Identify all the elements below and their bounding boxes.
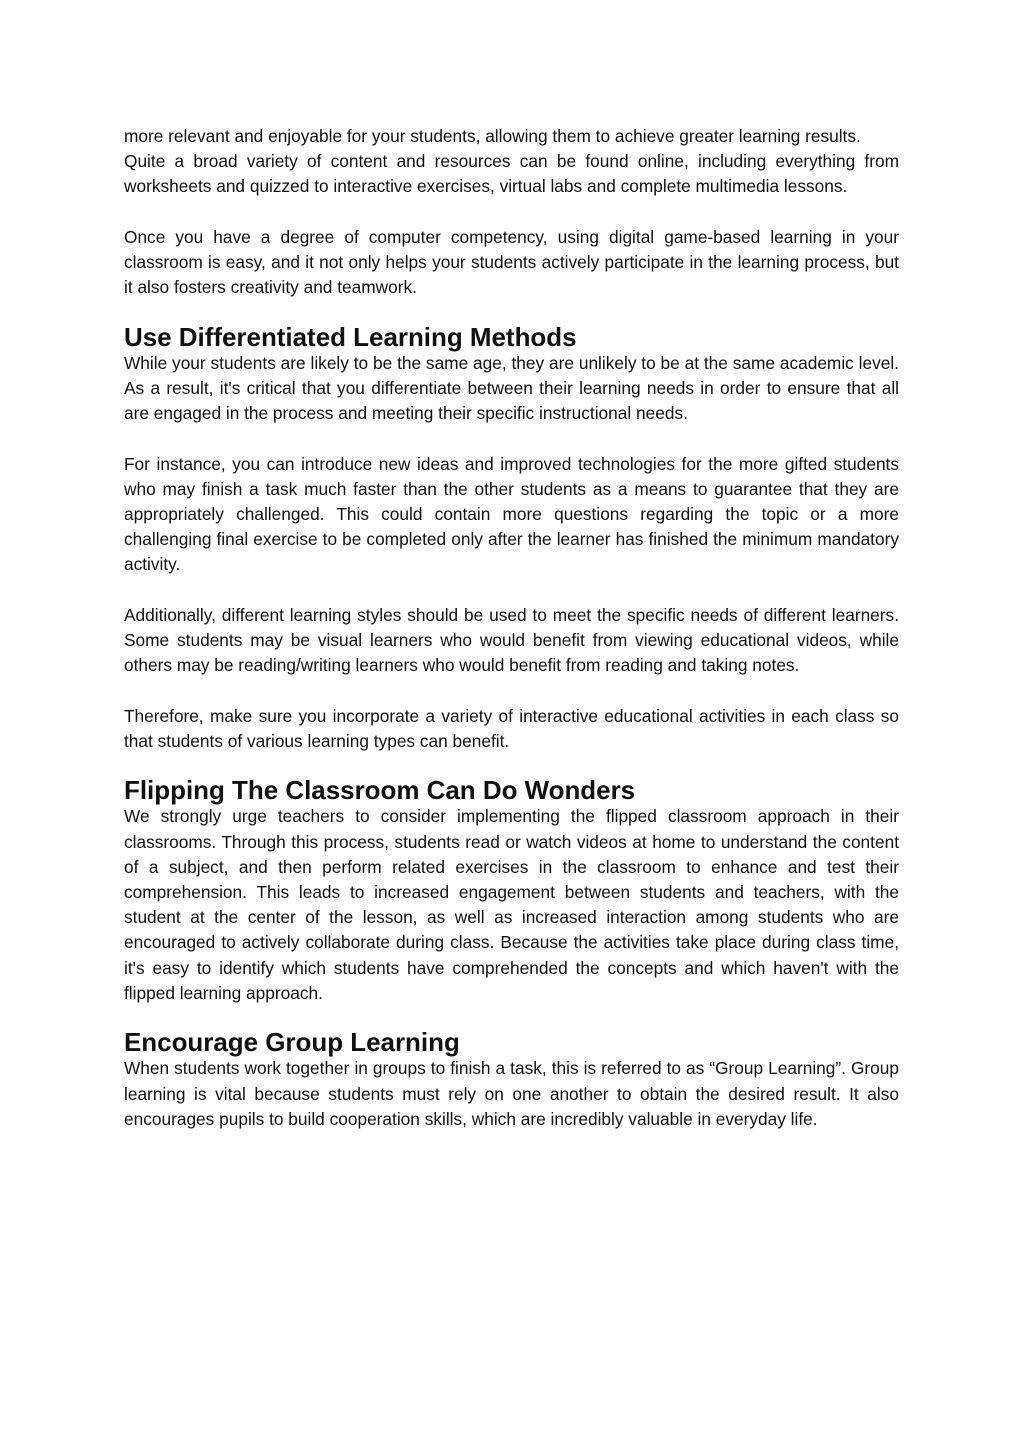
paragraph-flipped-classroom: We strongly urge teachers to consider implementing the flipped classroom approach in their classrooms. Through this process, students read or watch videos at home to understand the content of a subject, and then perform related exercises in the classroom to enhance and test their comprehension. This leads to increased engagement between students and teachers, with the student at the center of the lesson, as well as increased interaction among students who are encouraged to actively collaborate during class. Because the activities take place during class time, it's easy to identify which students have comprehended the concepts and which haven't with the flipped learning approach. — [124, 806, 899, 1003]
paragraph-gifted-students: For instance, you can introduce new ideas and improved technologies for the more gifted students who may finish a task much faster than the other students as a means to guarantee that they are appropriately challenged. This could contain more questions regarding the topic or a more challenging final exercise to be completed only after the learner has finished the minimum mandatory activity. — [124, 453, 899, 575]
heading-differentiated-learning: Use Differentiated Learning Methods — [124, 323, 577, 352]
heading-flipping-classroom: Flipping The Classroom Can Do Wonders — [124, 777, 636, 806]
paragraph-spacer — [124, 578, 899, 603]
paragraph-spacer — [124, 426, 899, 451]
paragraph-spacer — [124, 300, 899, 325]
paragraph-spacer — [124, 678, 899, 703]
paragraph-spacer — [124, 1006, 899, 1031]
paragraph-group-learning: When students work together in groups to finish a task, this is referred to as “Group Learning”. Group learning is vital because students must rely on one another to obtain the desired result. It also encourages pupils to build cooperation skills, which are incredibly valuable in everyday life. — [124, 1058, 899, 1129]
paragraph-spacer — [124, 754, 899, 779]
paragraph-academic-levels: While your students are likely to be the same age, they are unlikely to be at the same academic level. As a result, it's critical that you differentiate between their learning needs in order to ensure that all are engaged in the process and meeting their specific instructional needs. — [124, 352, 899, 424]
paragraph-game-based-learning: Once you have a degree of computer competency, using digital game-based learning in your classroom is easy, and it not only helps your students actively participate in the learning process, but it also fosters creativity and teamwork. — [124, 226, 899, 298]
paragraph-relevant-results: more relevant and enjoyable for your students, allowing them to achieve greater learning results. — [124, 126, 861, 146]
paragraph-learning-styles: Additionally, different learning styles should be used to meet the specific needs of different learners. Some students may be visual learners who would benefit from viewing educational videos, while others may be reading/writing learners who would benefit from reading and taking notes. — [124, 604, 899, 676]
document-page — [124, 124, 899, 1132]
heading-group-learning: Encourage Group Learning — [124, 1029, 460, 1058]
paragraph-interactive-activities: Therefore, make sure you incorporate a variety of interactive educational activities in each class so that students of various learning types can benefit. — [124, 705, 899, 751]
paragraph-spacer — [124, 200, 899, 225]
paragraph-online-resources: Quite a broad variety of content and resources can be found online, including everything from worksheets and quizzed to interactive exercises, virtual labs and complete multimedia lessons. — [124, 151, 899, 197]
